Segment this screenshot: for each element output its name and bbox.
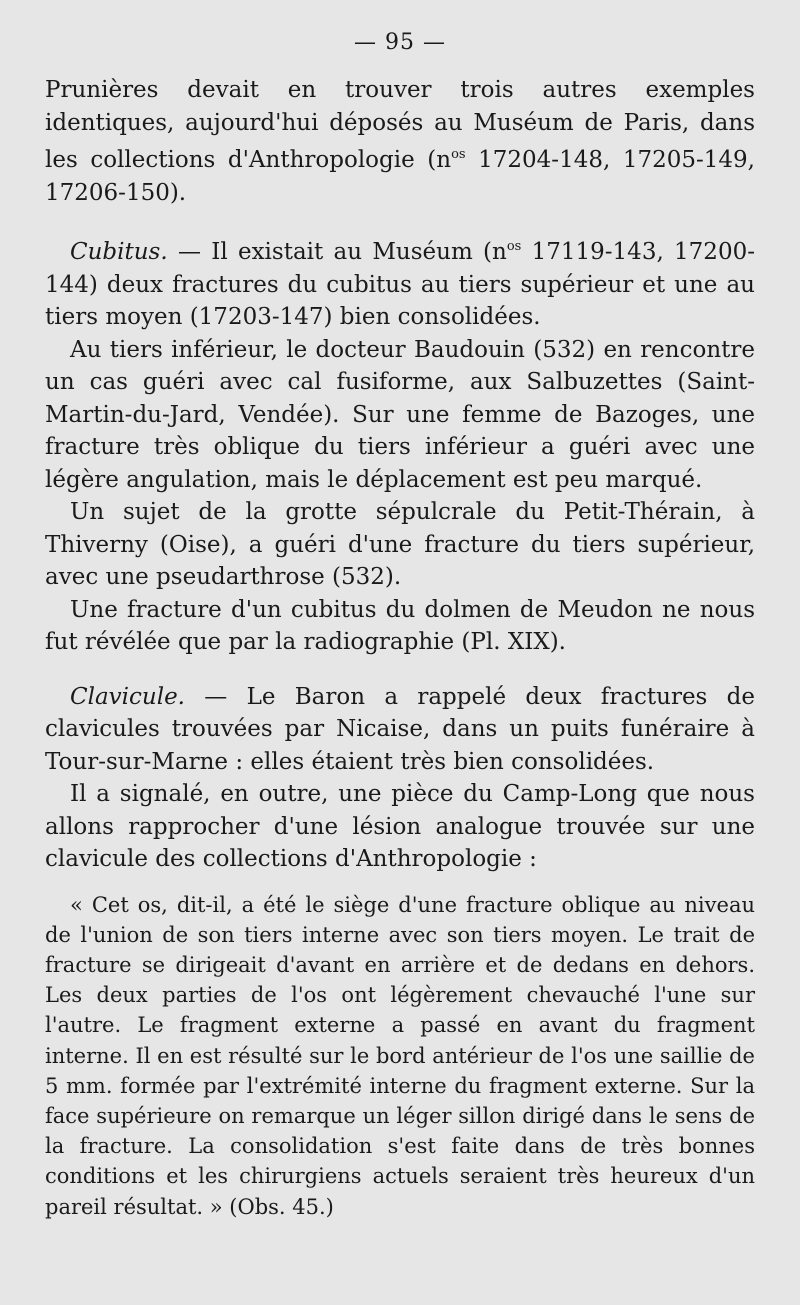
section-heading-cubitus: Cubitus. [70, 239, 168, 265]
paragraph-text: Prunières devait en trouver trois autres exemples identiques, aujourd'hui déposés au Muséum de Paris, dans les collections d'Anthropologie (n [45, 77, 755, 173]
paragraph: Un sujet de la grotte sépulcrale du Petit-Thérain, à Thiverny (Oise), a guéri d'une fracture du tiers supérieur, avec une pseudarthrose (532). [45, 499, 755, 590]
paragraph-text: — Le Baron a rappelé deux fractures de clavicules trouvées par Nicaise, dans un puits funéraire à Tour-sur-Marne : elles étaient très bien consolidées. [45, 683, 755, 775]
paragraph-clavicule [45, 681, 755, 779]
block-quote [45, 890, 755, 1222]
page-number: — 95 — [354, 30, 446, 55]
quote-text: « Cet os, dit-il, a été le siège d'une fracture oblique au niveau de l'union de son tiers interne avec son tiers moyen. Le trait de fracture se dirigeait d'avant en arrière et de dedans en dehors. Les deux parties de l'os ont légèrement chevauché l'une sur l'autre. Le fragment externe a passé en avant du fragment interne. Il en est résulté sur le bord antérieur de l'os une saillie de 5 mm. formée par l'extrémité interne du fragment externe. Sur la face supérieure on remarque un léger sillon dirigé dans le sens de la fracture. La consolidation s'est faite dans de très bonnes conditions et les chirurgiens actuels seraient très heureux d'un pareil résultat. » (Obs. 45.) [45, 892, 755, 1219]
paragraph: Une fracture d'un cubitus du dolmen de Meudon ne nous fut révélée que par la radiographie (Pl. XIX). [45, 596, 755, 655]
paragraph-text: 17119-143, 17200-144) deux fractures du cubitus au tiers supérieur et une au tiers moyen (17203-147) bien consolidées. [45, 239, 755, 330]
paragraph-continuation [45, 74, 755, 209]
paragraph: Au tiers inférieur, le docteur Baudouin (532) en rencontre un cas guéri avec cal fusiforme, aux Salbuzettes (Saint-Martin-du-Jard, Vendée). Sur une femme de Bazoges, une fracture très oblique du tiers inférieur a guéri avec une légère angulation, mais le déplacement est peu marqué. [45, 336, 755, 493]
paragraph: Il a signalé, en outre, une pièce du Camp-Long que nous allons rapprocher d'une lésion analogue trouvée sur une clavicule des collections d'Anthropologie : [45, 781, 755, 872]
section-heading-clavicule: Clavicule. [70, 683, 185, 710]
body-text [45, 74, 755, 1222]
paragraph-text: — Il existait au Muséum (n [167, 239, 507, 265]
superscript: os [506, 239, 522, 254]
paragraph-cubitus [45, 231, 755, 334]
paragraph-text: 17204-148, 17205-149, 17206-150). [45, 147, 755, 206]
superscript: os [451, 147, 466, 162]
